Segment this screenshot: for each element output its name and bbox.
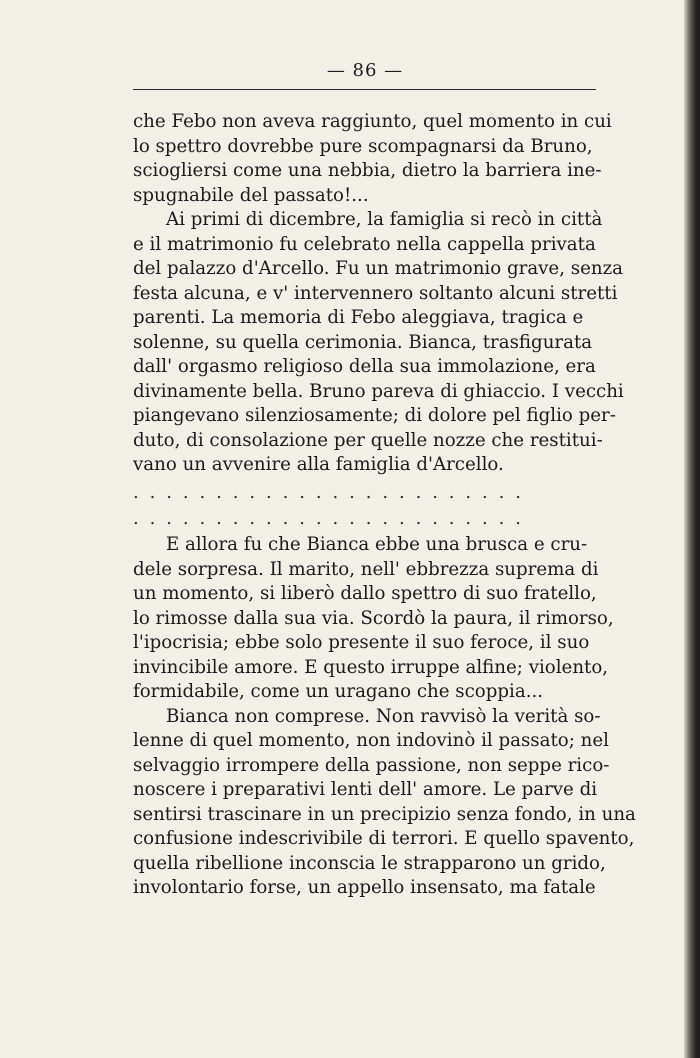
paragraph-line: lo spettro dovrebbe pure scompagnarsi da Bruno, (133, 135, 593, 157)
paragraph-line: del palazzo d'Arcello. Fu un matrimonio grave, senza (133, 258, 623, 279)
paragraph-line: festa alcuna, e v' intervennero soltanto alcuni stretti (133, 282, 618, 304)
paragraph-line: involontario forse, un appello insensato, ma fatale (133, 877, 596, 898)
paragraph-line: formidabile, come un uragano che scoppia... (133, 681, 544, 702)
paragraph-line: vano un avvenire alla famiglia d'Arcello. (133, 454, 504, 475)
paragraph-line: selvaggio irrompere della passione, non seppe rico- (133, 754, 610, 776)
paragraph-line: E allora fu che Bianca ebbe una brusca e cru- (166, 534, 588, 555)
paragraph-line: confusione indescrivibile di terrori. E quello spavento, (133, 828, 635, 849)
paragraph-line: lenne di quel momento, non indovinò il passato; nel (133, 730, 609, 751)
page-number: — 86 — (326, 60, 404, 81)
paragraph-line: che Febo non aveva raggiunto, quel momento in cui (133, 111, 612, 132)
text-block-top (133, 110, 624, 478)
paragraph-line: sentirsi trascinare in un precipizio senza fondo, in una (133, 803, 636, 825)
paragraph-line: un momento, si liberò dallo spettro di suo fratello, (133, 583, 597, 604)
paragraph-line: invincibile amore. E questo irruppe alfine; violento, (133, 656, 609, 678)
paragraph-line: dall' orgasmo religioso della sua immolazione, era (133, 356, 596, 377)
paragraph-line: solenne, su quella cerimonia. Bianca, trasfigurata (133, 331, 593, 353)
paragraph-line: divinamente bella. Bruno pareva di ghiaccio. I vecchi (133, 380, 624, 402)
paragraph-line: piangevano silenziosamente; di dolore pel figlio per- (133, 405, 616, 426)
paragraph-line: Ai primi di dicembre, la famiglia si recò in città (166, 209, 603, 230)
paragraph-line: dele sorpresa. Il marito, nell' ebbrezza suprema di (133, 558, 599, 580)
paragraph-line: spugnabile del passato!... (133, 184, 369, 206)
paragraph-line: sciogliersi come una nebbia, dietro la barriera ine- (133, 160, 602, 181)
header-rule (133, 89, 596, 90)
section-break-dots: ........................ (133, 508, 532, 529)
paragraph-line: lo rimosse dalla sua via. Scordò la paura, il rimorso, (133, 607, 614, 629)
paragraph-line: duto, di consolazione per quelle nozze che restitui- (133, 429, 603, 451)
paragraph-line: e il matrimonio fu celebrato nella cappella privata (133, 233, 596, 255)
paragraph-line: noscere i preparativi lenti dell' amore. Le parve di (133, 779, 598, 800)
paragraph-line: quella ribellione inconscia le strapparono un grido, (133, 852, 606, 874)
page-edge-shadow (684, 0, 700, 1058)
text-block-bottom (133, 533, 636, 901)
paragraph-line: Bianca non comprese. Non ravvisò la verità so- (166, 705, 601, 727)
paragraph-line: l'ipocrisia; ebbe solo presente il suo feroce, il suo (133, 632, 590, 653)
paragraph-line: parenti. La memoria di Febo aleggiava, tragica e (133, 307, 584, 328)
section-break-dots: ........................ (133, 482, 532, 503)
